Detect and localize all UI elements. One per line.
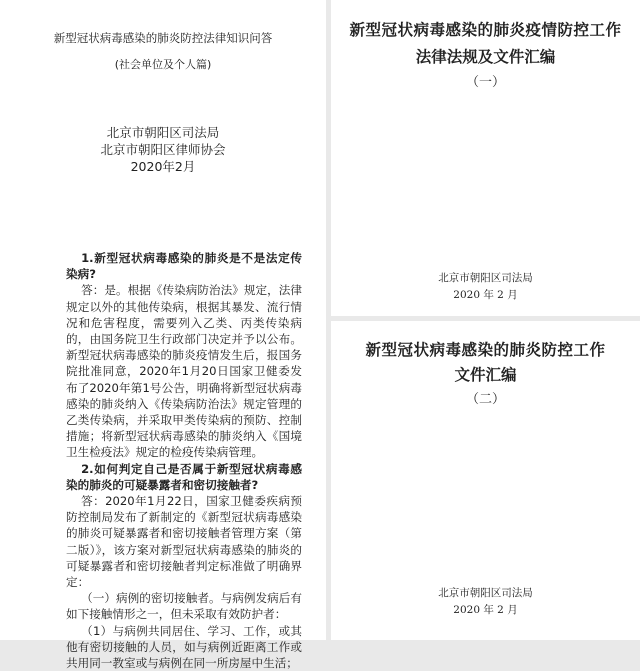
- cover-footer: [331, 585, 640, 619]
- document-subtitle: (社会单位及个人篇): [114, 58, 212, 71]
- issue-date: 2020年2月: [130, 159, 196, 174]
- answer-paragraph: （一）病例的密切接触者。与病例发病后有如下接触情形之一，但未采取有效防护者：: [66, 591, 302, 622]
- cover-title: 新型冠状病毒感染的肺炎防控工作: [365, 340, 606, 359]
- cover-date: 2020 年 2 月: [453, 289, 518, 301]
- answer-paragraph: 答：2020年1月22日，国家卫健委疾病预防控制局发布了新制定的《新型冠状病毒感染的肺炎可疑暴露者和密切接触者管理方案（第二版）》，该方案对新型冠状病毒感染的肺炎的可疑暴露者和密切接触者判定标准做了明确界定：: [66, 494, 302, 590]
- compilation-cover-volume-1: [331, 0, 640, 316]
- issuer-justice-bureau: 北京市朝阳区司法局: [106, 125, 220, 140]
- document-title: 新型冠状病毒感染的肺炎防控法律知识问答: [53, 31, 273, 45]
- volume-number: （一）: [465, 75, 505, 90]
- cover-subtitle: 文件汇编: [454, 365, 517, 384]
- cover-date: 2020 年 2 月: [453, 604, 518, 616]
- answer-paragraph: 答：是。根据《传染病防治法》规定，法律规定以外的其他传染病，根据其暴发、流行情况和危害程度，需要列入乙类、丙类传染病的，由国务院卫生行政部门决定并予以公布。新型冠状病毒感染的肺炎疫情发生后，报国务院批准同意，2020年1月20日国家卫健委发布了2020年第1号公告，明确将新型冠状病毒感染的肺炎纳入《传染病防治法》规定管理的乙类传染病，并采取甲类传染病的预防、控制措施；将新型冠状病毒感染的肺炎纳入《国境卫生检疫法》规定的检疫传染病管理。: [66, 283, 302, 460]
- cover-footer: [331, 270, 640, 304]
- cover-issuer: 北京市朝阳区司法局: [438, 272, 533, 284]
- issuer-block: [0, 124, 326, 175]
- issuer-lawyers-association: 北京市朝阳区律师协会: [100, 142, 226, 157]
- qa-body: [66, 250, 302, 671]
- volume-number: （二）: [465, 392, 505, 407]
- question-heading: 1.新型冠状病毒感染的肺炎是不是法定传染病?: [66, 251, 302, 282]
- cover-issuer: 北京市朝阳区司法局: [438, 587, 533, 599]
- cover-subtitle: 法律法规及文件汇编: [415, 47, 556, 66]
- answer-paragraph: （1）与病例共同居住、学习、工作，或其他有密切接触的人员，如与病例近距离工作或共用同一教室或与病例在同一所房屋中生活；: [66, 623, 302, 671]
- cover-title: 新型冠状病毒感染的肺炎疫情防控工作: [349, 20, 622, 39]
- compilation-cover-volume-2: [331, 321, 640, 640]
- question-heading: 2.如何判定自己是否属于新型冠状病毒感染的肺炎的可疑暴露者和密切接触者?: [66, 461, 302, 492]
